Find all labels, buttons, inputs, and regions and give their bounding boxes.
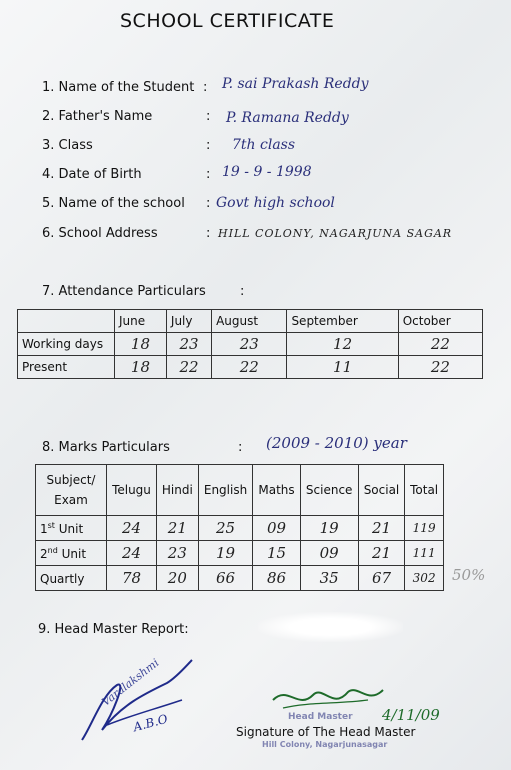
marks-corner-cell: [36, 465, 107, 516]
head-master-report-label: 9. Head Master Report:: [38, 622, 189, 637]
correction-smudge: [258, 612, 403, 642]
marks-subject-header: Total: [405, 465, 444, 516]
marks-value: 09: [253, 516, 300, 541]
marks-value: 19: [198, 541, 253, 566]
marks-value: 24: [107, 516, 157, 541]
attendance-month: July: [166, 310, 211, 333]
left-signature-text: Varalakshmi: [99, 656, 162, 709]
attendance-value: 18: [115, 356, 167, 379]
attendance-row-label: Working days: [18, 333, 115, 356]
marks-value: 15: [253, 541, 300, 566]
marks-value: 21: [358, 516, 405, 541]
marks-value: 86: [253, 566, 300, 591]
marks-row: [36, 566, 444, 591]
marks-header-subject: Subject/: [46, 473, 96, 487]
marks-subject-header: Hindi: [156, 465, 198, 516]
attendance-value: 23: [212, 333, 287, 356]
marks-subject-header: Social: [358, 465, 405, 516]
attendance-value: 22: [166, 356, 211, 379]
marks-subject-header: Telugu: [107, 465, 157, 516]
marks-value: 09: [300, 541, 358, 566]
marks-value: 66: [198, 566, 253, 591]
attendance-month: September: [287, 310, 398, 333]
school-name-value: Govt high school: [216, 195, 335, 211]
marks-header-row: [36, 465, 444, 516]
marks-value: 20: [156, 566, 198, 591]
signature-date: 4/11/09: [382, 706, 440, 724]
marks-value: 23: [156, 541, 198, 566]
attendance-row: [18, 333, 483, 356]
marks-row: [36, 541, 444, 566]
attendance-month: August: [212, 310, 287, 333]
marks-subject-header: English: [198, 465, 253, 516]
attendance-value: 22: [398, 333, 482, 356]
stamp-line2: Hill Colony, Nagarjunasagar: [262, 740, 388, 749]
marks-year: (2009 - 2010) year: [266, 434, 407, 452]
marks-subject-header: Maths: [253, 465, 300, 516]
attendance-row: [18, 356, 483, 379]
attendance-value: 23: [166, 333, 211, 356]
marks-total: 111: [405, 541, 444, 566]
dob-value: 19 - 9 - 1998: [222, 164, 312, 180]
marks-row: [36, 516, 444, 541]
school-address-label: 6. School Address: [42, 226, 158, 241]
class-sep: :: [206, 138, 211, 153]
marks-value: 25: [198, 516, 253, 541]
attendance-row-label: Present: [18, 356, 115, 379]
attendance-value: 12: [287, 333, 398, 356]
attendance-value: 22: [212, 356, 287, 379]
school-name-sep: :: [206, 196, 211, 211]
marks-value: 21: [358, 541, 405, 566]
marks-subject-header: Science: [300, 465, 358, 516]
marks-total: 119: [405, 516, 444, 541]
dob-label: 4. Date of Birth: [42, 167, 142, 182]
student-name-value: P. sai Prakash Reddy: [222, 76, 369, 92]
marks-total: 302: [405, 566, 444, 591]
student-name-label: 1. Name of the Student: [42, 80, 195, 95]
left-signature-sub: A.B.O: [131, 711, 170, 735]
father-name-sep: :: [206, 109, 211, 124]
marks-header-exam: Exam: [54, 493, 88, 507]
marks-value: 19: [300, 516, 358, 541]
certificate-title: SCHOOL CERTIFICATE: [120, 10, 335, 32]
class-value: 7th class: [232, 137, 296, 153]
attendance-value: 11: [287, 356, 398, 379]
school-address-sep: :: [206, 226, 211, 241]
attendance-sep: :: [240, 284, 245, 299]
attendance-header-row: [18, 310, 483, 333]
class-label: 3. Class: [42, 138, 93, 153]
marks-value: 24: [107, 541, 157, 566]
marks-table: [35, 464, 444, 591]
marks-percentage: 50%: [452, 566, 486, 584]
attendance-value: 22: [398, 356, 482, 379]
attendance-table: [17, 309, 483, 379]
marks-heading: 8. Marks Particulars: [42, 440, 170, 455]
father-name-label: 2. Father's Name: [42, 109, 153, 124]
marks-exam-label: Quartly: [36, 566, 107, 591]
attendance-month: June: [115, 310, 167, 333]
marks-sep: :: [238, 440, 243, 455]
student-name-sep: :: [203, 80, 208, 95]
attendance-heading: 7. Attendance Particulars: [42, 284, 206, 299]
marks-value: 67: [358, 566, 405, 591]
attendance-corner-cell: [18, 310, 115, 333]
attendance-value: 18: [115, 333, 167, 356]
marks-value: 21: [156, 516, 198, 541]
school-address-value: HILL COLONY, NAGARJUNA SAGAR: [218, 227, 453, 240]
dob-sep: :: [206, 167, 211, 182]
signature-label: Signature of The Head Master: [236, 725, 416, 739]
marks-exam-label: 2nd Unit: [36, 541, 107, 566]
marks-exam-label: 1st Unit: [36, 516, 107, 541]
school-name-label: 5. Name of the school: [42, 196, 185, 211]
attendance-month: October: [398, 310, 482, 333]
father-name-value: P. Ramana Reddy: [226, 110, 349, 126]
marks-value: 35: [300, 566, 358, 591]
marks-value: 78: [107, 566, 157, 591]
stamp-line1: Head Master: [288, 712, 353, 722]
